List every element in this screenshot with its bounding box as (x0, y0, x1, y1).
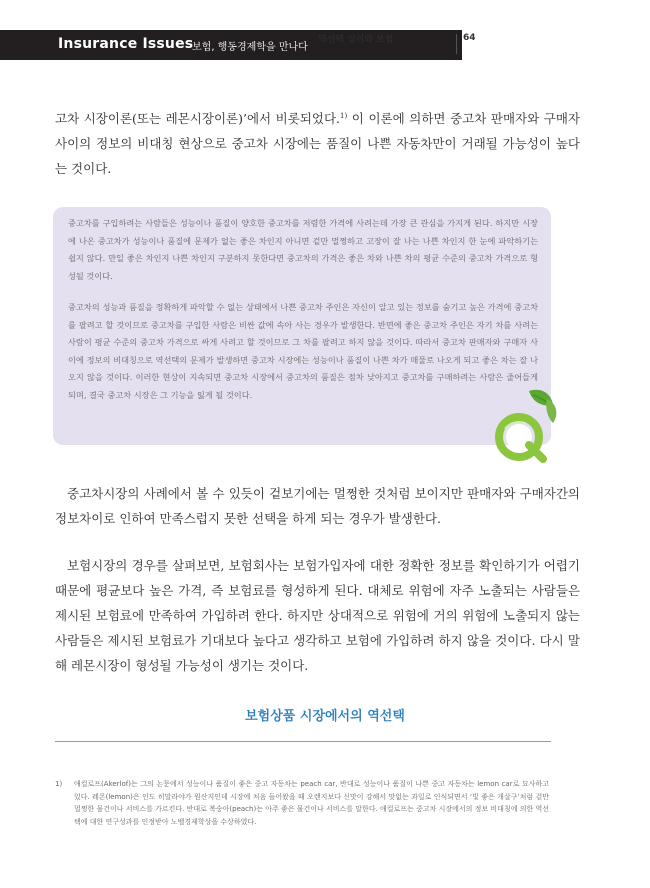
section-subheading: 보험상품 시장에서의 역선택 (245, 709, 405, 724)
intro-paragraph (55, 104, 580, 181)
page-number-divider (456, 34, 457, 54)
box-paragraph-2: 중고차의 성능과 품질을 정확하게 파악할 수 없는 상태에서 나쁜 중고차 주인은 자신이 알고 있는 정보를 숨기고 높은 가격에 중고차를 팔려고 할 것이므로 중고차를 구입한 사람은 비싼 값에 속아 사는 경우가 발생한다. 반면에 좋은 중고차 주인은 자기 차를 사려는 사람이 평균 수준의 중고차 가격으로 싸게 사려고 할 것이므로 그 차를 팔려고 하지 않을 것이다. 따라서 중고차 판매자와 구매자 사이에 정보의 비대칭으로 역선택의 문제가 발생하면 중고차 시장에는 성능이나 품질이 나쁜 차가 매물로 나오게 되고 좋은 차는 잘 나오지 않을 것이다. 이러한 현상이 지속되면 중고차 시장에서 중고차의 품질은 점차 낮아지고 중고차를 구매하려는 사람은 줄어들게 되며, 결국 중고차 시장은 그 기능을 잃게 될 것이다. (68, 302, 538, 400)
page-number: 64 (463, 33, 476, 43)
series-subtitle: 보험, 행동경제학을 만나다 (192, 42, 308, 53)
intro-text-continued: 이 이론에 의하면 중고차 판매자와 구매자 사이의 정보의 비대칭 현상으로 중고차 시장에는 품질이 나쁜 자동차만이 거래될 가능성이 높다는 것이다. (55, 111, 580, 177)
body-paragraph-2: 중고차시장의 사례에서 볼 수 있듯이 겉보기에는 멀쩡한 것처럼 보이지만 판매자와 구매자간의 정보차이로 인하여 만족스럽지 못한 선택을 하게 되는 경우가 발생한다. (55, 486, 580, 526)
body-paragraph-3: 보험시장의 경우를 살펴보면, 보험회사는 보험가입자에 대한 정확한 정보를 확인하기가 어렵기 때문에 평균보다 높은 가격, 즉 보험료를 형성하게 된다. 대체로 위험에 자주 노출되는 사람들은 제시된 보험료에 만족하여 가입하려 한다. 하지만 상대적으로 위험에 거의 위험에 노출되지 않는 사람들은 제시된 보험료가 기대보다 높다고 생각하고 보험에 가입하려 하지 않을 것이다. 다시 말해 레몬시장이 형성될 가능성이 생기는 것이다. (55, 558, 580, 673)
footnote-text: 애컬로프(Akerlof)는 그의 논문에서 성능이나 품질이 좋은 중고 자동차는 peach car, 반대로 성능이나 품질이 나쁜 중고 자동차는 lemon car로 묘사하고 있다. 레몬(lemon)은 인도 히말라야가 원산지인데 시장에 처음 들어왔을 때 오렌지보다 신맛이 강해서 맛없는 과일로 인식되면서 ‘빛 좋은 개살구’처럼 겉만 멀쩡한 물건이나 서비스를 가르킨다. 반대로 복숭아(peach)는 아주 좋은 물건이나 서비스를 말한다. 애컬로프는 중고차 시장에서의 정보 비대칭에 의한 역선택에 대한 연구성과를 인정받아 노벨경제학상을 수상하였다. (74, 780, 549, 826)
footnote-divider (55, 741, 551, 742)
section-title: 역선택 심리와 보험 (318, 35, 394, 45)
intro-text: 고차 시장이론(또는 레몬시장이론)’에서 비롯되었다. (55, 111, 341, 127)
q-leaf-logo-icon (489, 385, 559, 465)
series-title: Insurance Issues (58, 36, 194, 52)
explanation-box (53, 207, 551, 445)
footnote-reference[interactable]: 1) (340, 112, 348, 120)
footnote-number: 1) (55, 780, 63, 788)
box-paragraph-1: 중고차를 구입하려는 사람들은 성능이나 품질이 양호한 중고차를 저렴한 가격에 사려는데 가장 큰 관심을 가지게 된다. 하지만 시장에 나온 중고차가 성능이나 품질에 문제가 없는 좋은 차인지 아니면 겉만 멀쩡하고 고장이 잘 나는 나쁜 차인지 한 눈에 파악하기는 쉽지 않다. 만일 좋은 차인지 나쁜 차인지 구분하지 못한다면 중고차의 가격은 좋은 차와 나쁜 차의 평균 수준의 중고차 가격으로 형성될 것이다. (68, 218, 538, 281)
